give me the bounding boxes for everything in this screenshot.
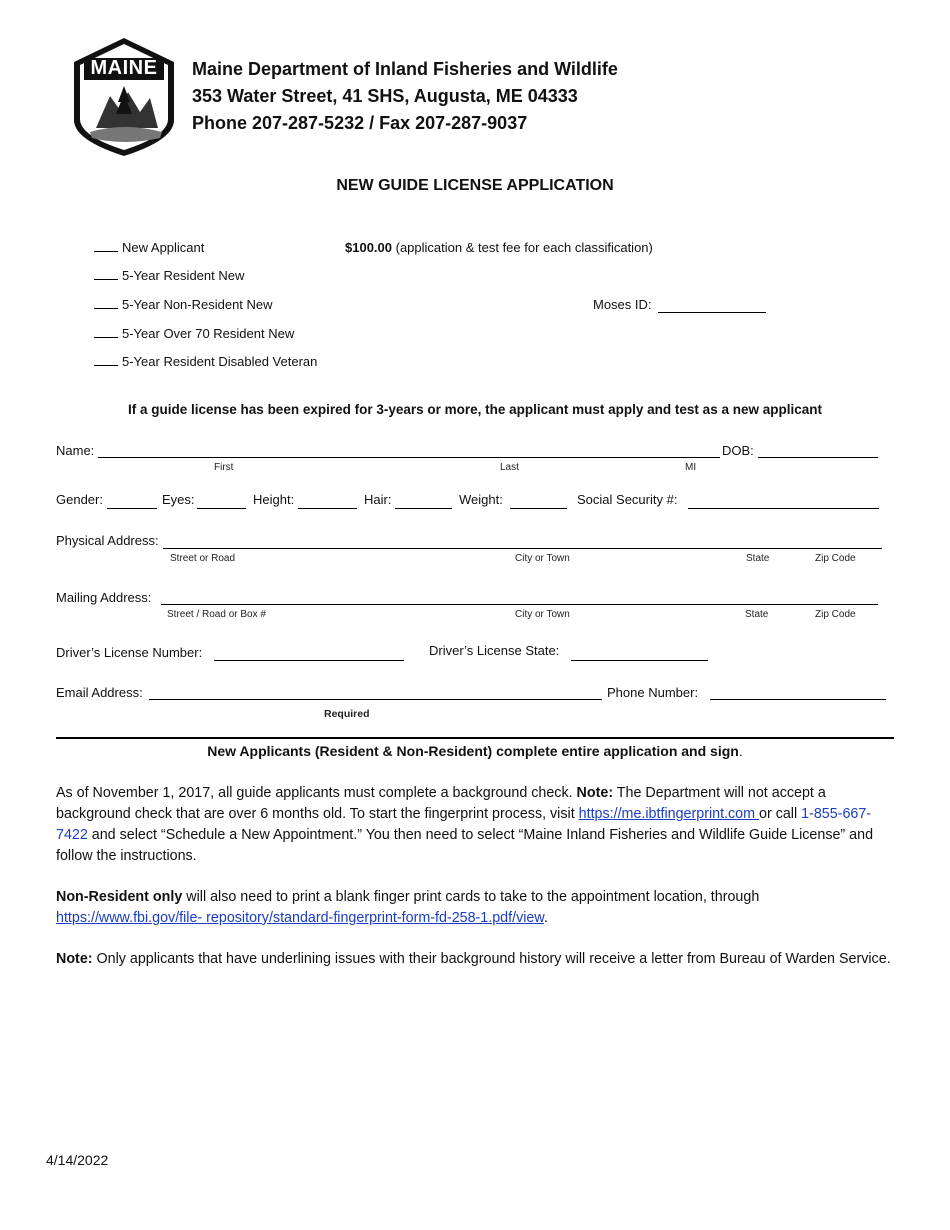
checkbox-blank[interactable] [94,337,118,338]
fee-description: (application & test fee for each classification) [395,240,653,255]
weight-field[interactable] [510,508,567,509]
section-divider [56,737,894,739]
option-5yr-disabled-veteran[interactable]: 5-Year Resident Disabled Veteran [94,354,317,369]
phone-label: Phone Number: [607,685,699,700]
maine-ifw-logo [70,36,178,158]
note-label: Note: [56,951,93,967]
moses-id-label: Moses ID: [593,297,652,312]
eyes-field[interactable] [197,508,246,509]
checkbox-blank[interactable] [94,365,118,366]
background-check-paragraph: As of November 1, 2017, all guide applicants must complete a background check. Note: The Department will not accept a background check that are over 6 months old. To start the fingerprint process, visit https://me.ibtfingerprint.com or call 1-855-667-7422 and select “Schedule a New Appointment.” You then need to select “Maine Inland Fisheries and Wildlife Guide License” and follow the instructions. [56,785,874,864]
dob-field[interactable] [758,457,878,458]
warden-letter-paragraph: Note: Only applicants that have underlining issues with their background history will receive a letter from Bureau of Warden Service. [56,951,891,967]
checkbox-blank[interactable] [94,308,118,309]
mailing-address-label: Mailing Address: [56,590,152,605]
drivers-license-state-label: Driver’s License State: [429,643,560,658]
gender-field[interactable] [107,508,157,509]
option-new-applicant[interactable]: New Applicant [94,240,204,255]
last-name-caption: Last [500,462,519,473]
option-5yr-resident-new[interactable]: 5-Year Resident New [94,268,244,283]
dob-label: DOB: [722,443,754,458]
eyes-label: Eyes: [162,492,195,507]
revision-date: 4/14/2022 [46,1152,109,1168]
drivers-license-number-field[interactable] [214,660,404,661]
moses-id-field[interactable] [658,312,766,313]
option-5yr-over70-resident-new[interactable]: 5-Year Over 70 Resident New [94,326,294,341]
drivers-license-number-label: Driver’s License Number: [56,645,203,660]
physical-address-label: Physical Address: [56,533,159,548]
zip-caption: Zip Code [815,553,856,564]
first-name-caption: First [214,462,234,473]
hair-field[interactable] [395,508,452,509]
hair-label: Hair: [364,492,392,507]
ssn-field[interactable] [688,508,879,509]
checkbox-blank[interactable] [94,251,118,252]
mailing-address-field[interactable] [161,604,878,605]
zip-caption: Zip Code [815,609,856,620]
state-caption: State [746,553,770,564]
name-label: Name: [56,443,95,458]
agency-name: Maine Department of Inland Fisheries and Wildlife [192,59,618,79]
height-label: Height: [253,492,295,507]
name-field[interactable] [98,457,720,458]
agency-address: 353 Water Street, 41 SHS, Augusta, ME 04333 [192,86,578,106]
middle-initial-caption: MI [685,462,697,473]
city-caption: City or Town [515,553,570,564]
logo-word: MAINE [90,57,158,79]
form-title: NEW GUIDE LICENSE APPLICATION [336,177,614,194]
fingerprint-phone-link[interactable]: 1-855-667-7422 [56,806,872,843]
fee-amount: $100.00 [345,240,392,255]
agency-phone-fax: Phone 207-287-5232 / Fax 207-287-9037 [192,113,528,133]
physical-address-field[interactable] [163,548,882,549]
required-caption: Required [324,708,370,720]
fbi-fingerprint-form-link[interactable]: https://www.fbi.gov/file- repository/standard-fingerprint-form-fd-258-1.pdf/view [56,910,544,926]
city-caption: City or Town [515,609,570,620]
weight-label: Weight: [459,492,503,507]
non-resident-paragraph: Non-Resident only will also need to print a blank finger print cards to take to the appointment location, through https://www.fbi.gov/file- repository/standard-fingerprint-form-fd-258-1.pdf/view. [56,889,760,926]
expired-license-notice: If a guide license has been expired for 3-years or more, the applicant must apply and test as a new applicant [128,402,822,417]
state-caption: State [745,609,769,620]
ssn-label: Social Security #: [577,492,678,507]
option-5yr-nonresident-new[interactable]: 5-Year Non-Resident New [94,297,273,312]
drivers-license-state-field[interactable] [571,660,708,661]
street-box-caption: Street / Road or Box # [167,609,266,620]
non-resident-only-label: Non-Resident only [56,889,183,905]
ibt-fingerprint-link[interactable]: https://me.ibtfingerprint.com [578,806,760,822]
new-applicants-heading: New Applicants (Resident & Non-Resident) complete entire application and sign. [207,743,743,759]
note-label: Note: [576,785,614,801]
email-label: Email Address: [56,685,143,700]
checkbox-blank[interactable] [94,279,118,280]
fee-text [345,240,653,255]
street-caption: Street or Road [170,553,236,564]
email-field[interactable] [149,699,602,700]
phone-field[interactable] [710,699,886,700]
gender-label: Gender: [56,492,103,507]
height-field[interactable] [298,508,357,509]
